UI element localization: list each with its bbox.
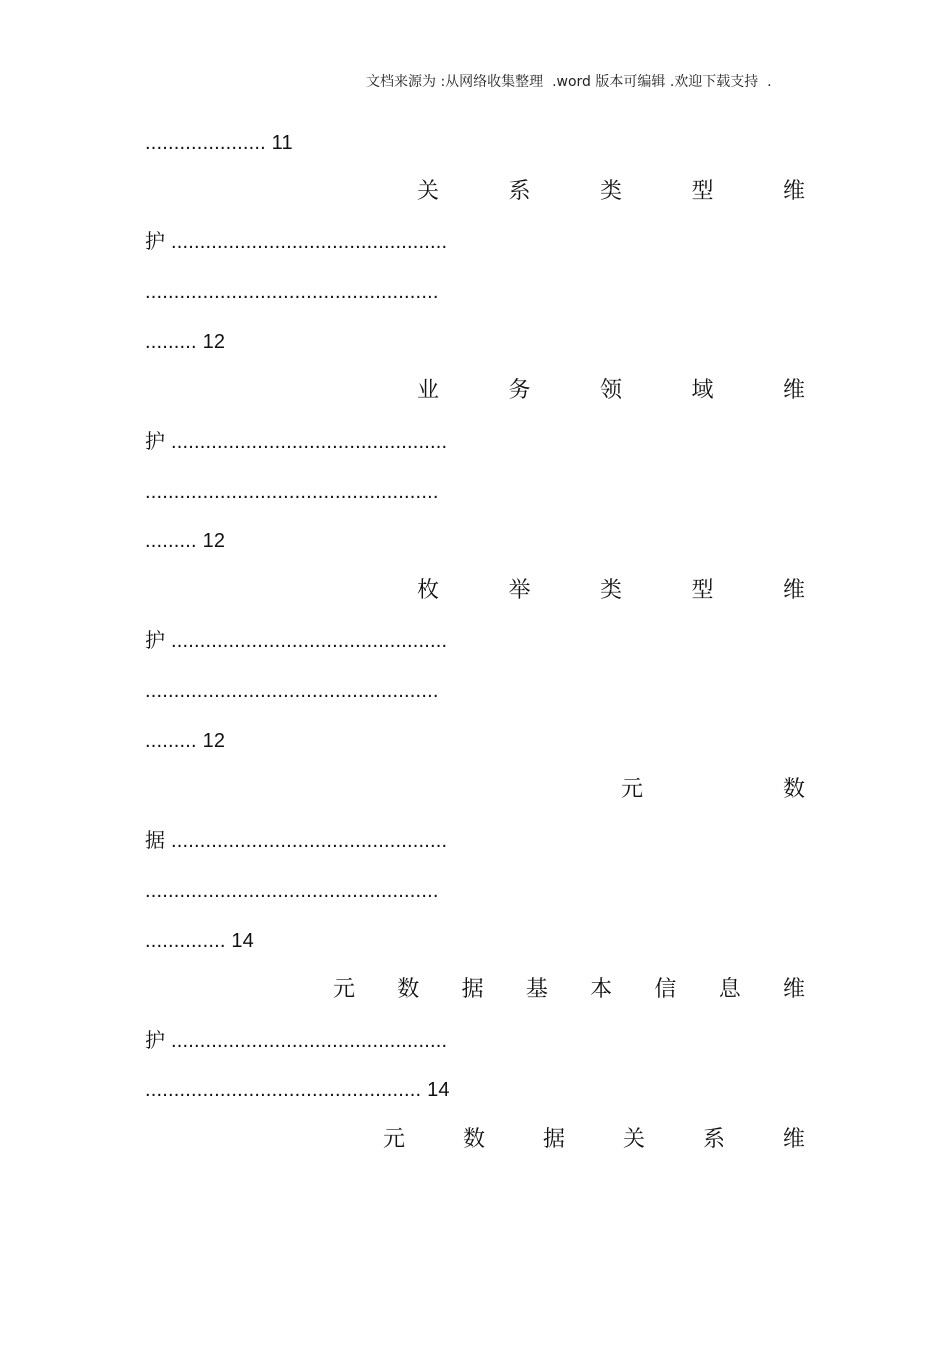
toc-char: 本	[590, 977, 613, 1002]
toc-char: 据	[461, 977, 484, 1002]
toc-char: 务	[508, 378, 531, 403]
toc-char: 举	[508, 578, 531, 603]
toc-line: ................................................ 14	[145, 1079, 450, 1101]
page-header-note: 文档来源为 :从网络收集整理 .word 版本可编辑 .欢迎下载支持 .	[366, 74, 772, 90]
toc-char: 域	[691, 378, 714, 403]
toc-line: ...................................................	[145, 281, 439, 303]
toc-char: 维	[782, 977, 805, 1002]
toc-line: ......... 12	[145, 530, 226, 552]
toc-char: 数	[782, 777, 805, 802]
toc-char: 维	[782, 179, 805, 204]
toc-char: 关	[622, 1127, 645, 1152]
toc-char: 维	[782, 578, 805, 603]
toc-heading-enum-type	[417, 579, 805, 603]
toc-line: 据 ................................................	[145, 830, 448, 852]
toc-char: 元	[333, 977, 356, 1002]
toc-line: ......... 12	[145, 331, 226, 353]
toc-heading-metadata	[621, 778, 805, 802]
toc-char: 业	[417, 378, 440, 403]
toc-line: 护 ................................................	[145, 431, 448, 453]
toc-line: ...................................................	[145, 880, 439, 902]
toc-char: 枚	[417, 578, 440, 603]
toc-char: 据	[542, 1127, 565, 1152]
toc-char: 数	[462, 1127, 485, 1152]
toc-line: ..................... 11	[145, 132, 293, 154]
toc-char: 系	[508, 179, 531, 204]
toc-char: 基	[525, 977, 548, 1002]
toc-char: 元	[621, 777, 644, 802]
toc-char: 关	[417, 179, 440, 204]
toc-line: ......... 12	[145, 730, 226, 752]
toc-char: 息	[718, 977, 741, 1002]
toc-char: 系	[702, 1127, 725, 1152]
toc-heading-relation-type	[417, 180, 805, 204]
toc-line: 护 ................................................	[145, 1030, 448, 1052]
toc-char: 元	[383, 1127, 406, 1152]
toc-heading-metadata-relation	[383, 1128, 805, 1152]
toc-line: ...................................................	[145, 481, 439, 503]
toc-char: 维	[782, 378, 805, 403]
toc-line: 护 ................................................	[145, 231, 448, 253]
toc-heading-business-domain	[417, 379, 805, 403]
toc-char: 型	[691, 578, 714, 603]
toc-heading-metadata-basic-info	[333, 978, 805, 1002]
toc-char: 维	[782, 1127, 805, 1152]
toc-char: 信	[654, 977, 677, 1002]
toc-line: .............. 14	[145, 930, 254, 952]
toc-char: 领	[599, 378, 622, 403]
toc-line: 护 ................................................	[145, 630, 448, 652]
toc-char: 型	[691, 179, 714, 204]
toc-line: ...................................................	[145, 680, 439, 702]
toc-char: 类	[599, 578, 622, 603]
toc-char: 类	[599, 179, 622, 204]
toc-char: 数	[397, 977, 420, 1002]
